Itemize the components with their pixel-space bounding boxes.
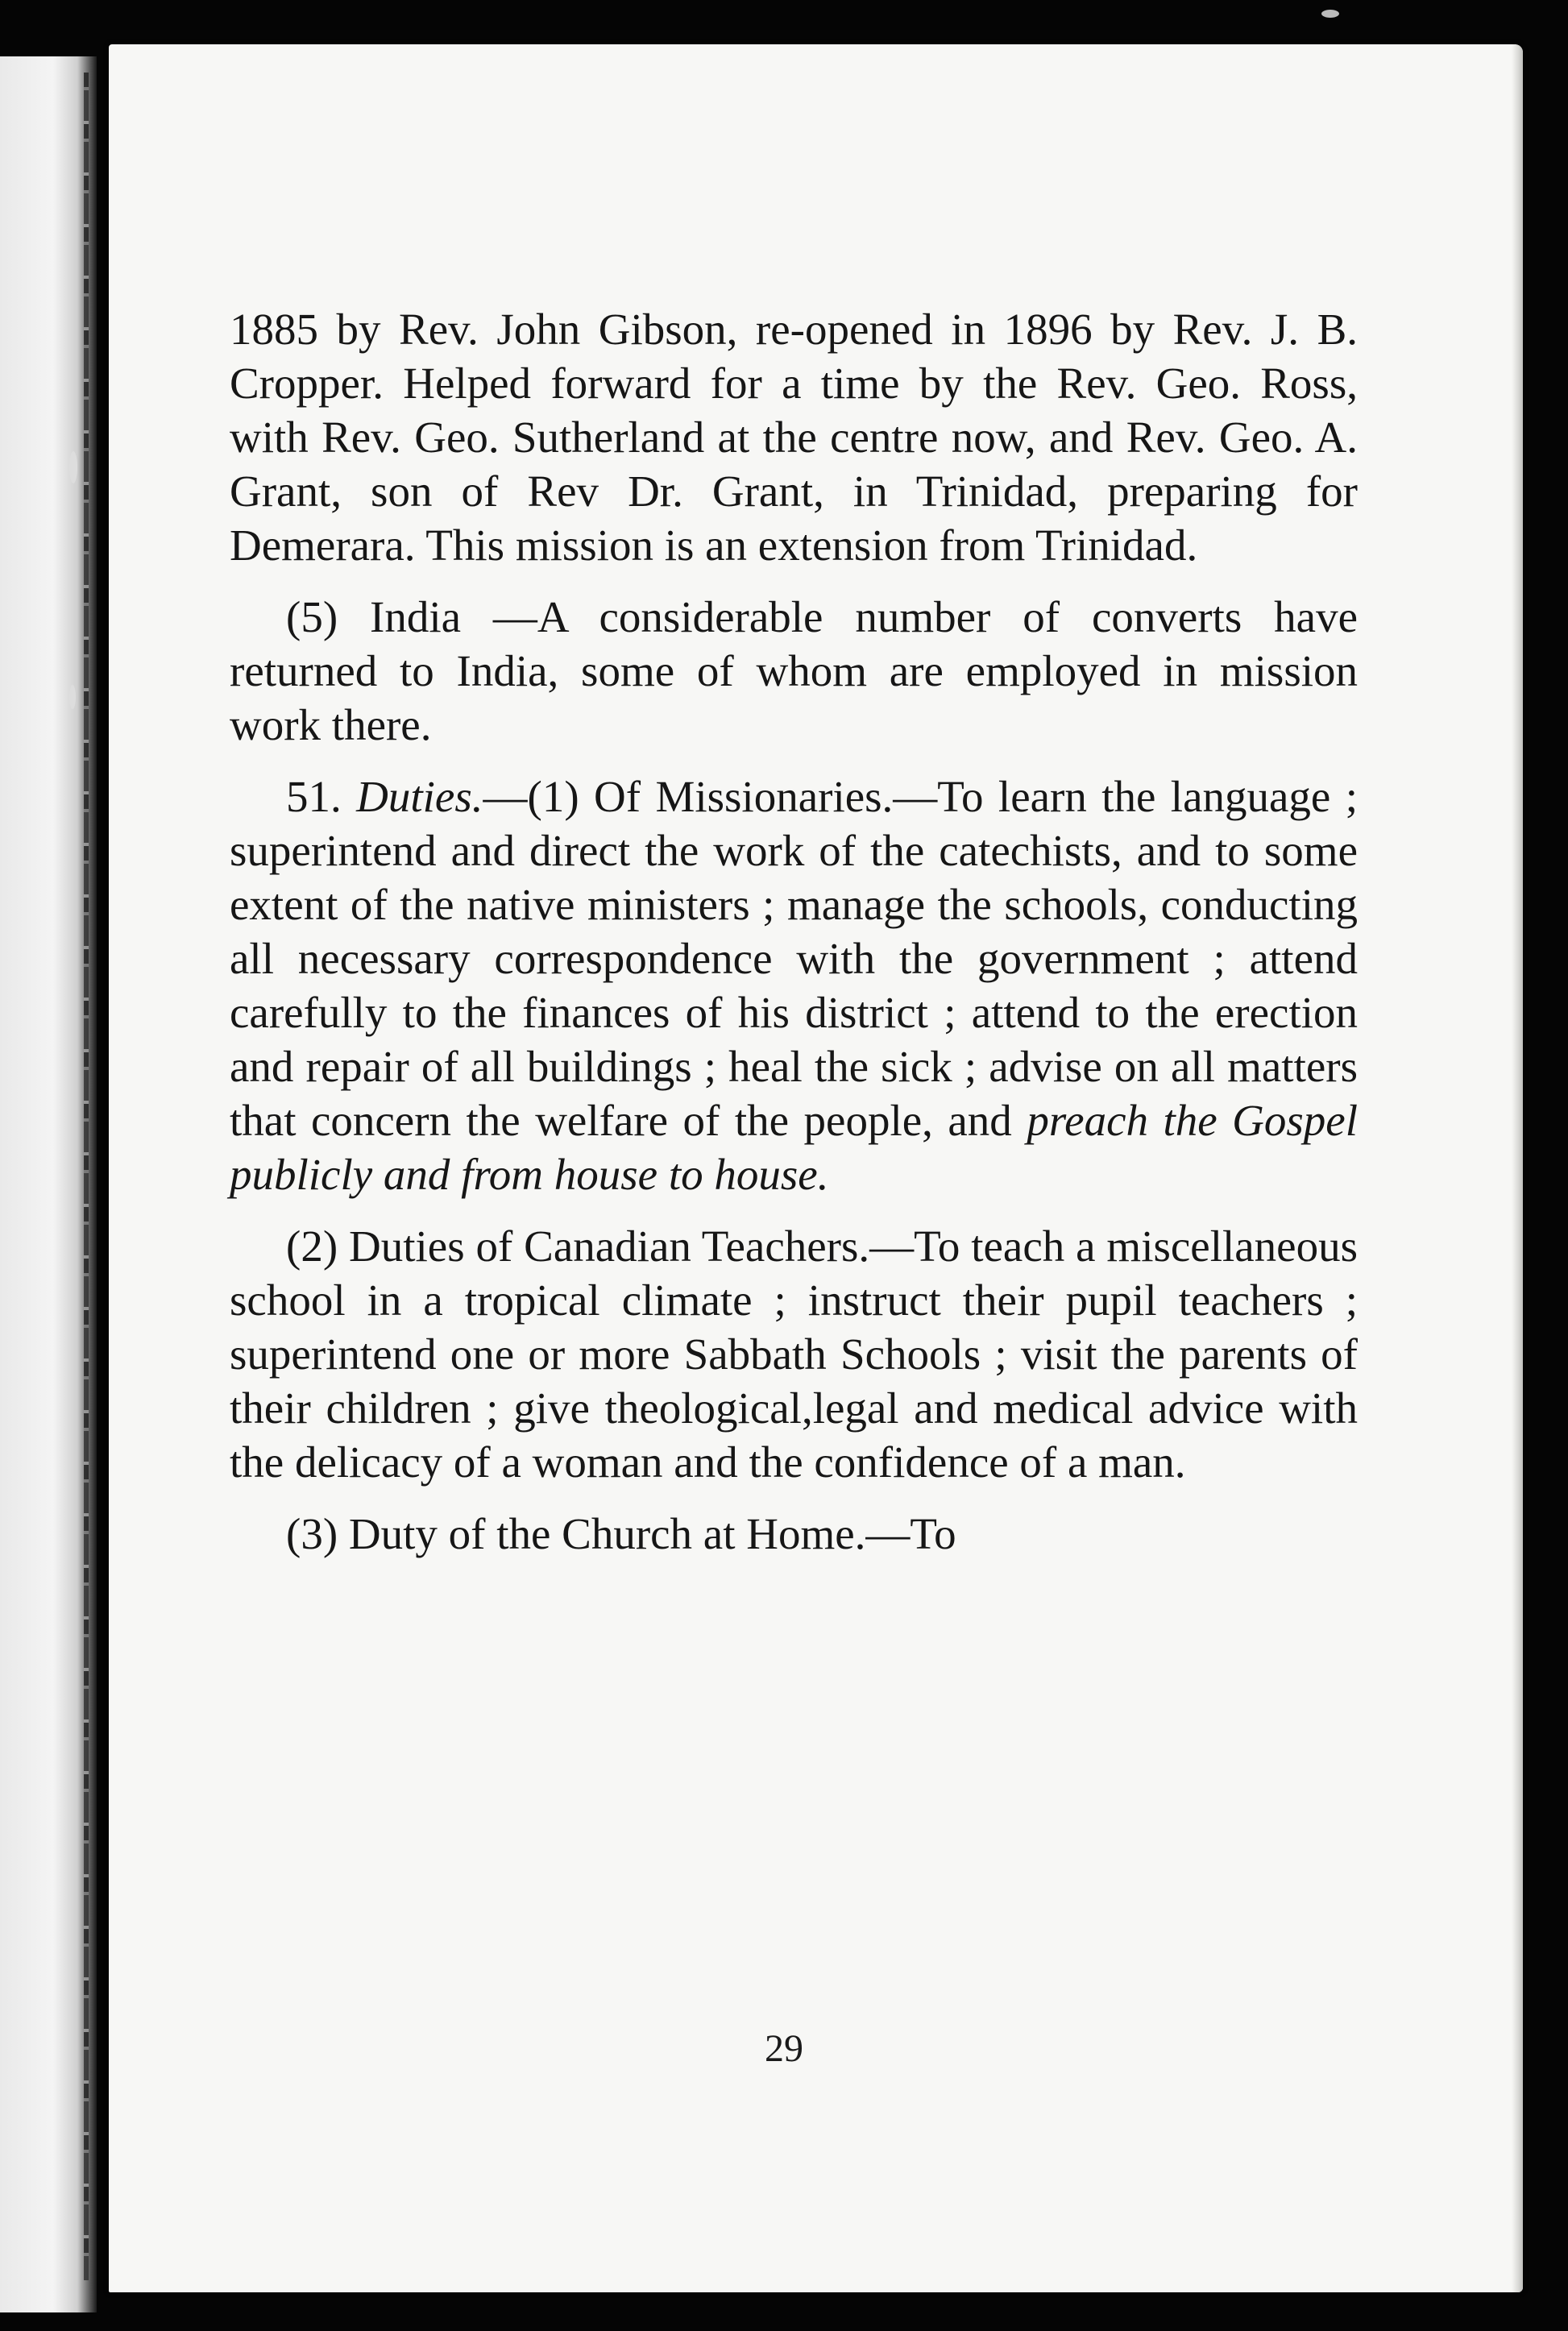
page-number: 29 — [765, 2027, 803, 2070]
duties-body: —(1) Of Missionaries.—To learn the language ; superintend and direct the work of the catechists, and to some extent of the native ministers ; manage the schools, conducting all necessary correspondence with the government ; attend carefully to the finances of his district ; attend to the erection and repair of all buildings ; heal the sick ; advise on all matters that concern the welfare of the people, and — [230, 772, 1358, 1145]
page-edge-shadow — [1512, 44, 1523, 2292]
paragraph-india: (5) India —A considerable number of converts have returned to India, some of whom are employed in mission work there. — [230, 592, 1358, 749]
book-gutter — [84, 73, 89, 2280]
paragraph-continuation: 1885 by Rev. John Gibson, re-opened in 1896 by Rev. J. B. Cropper. Helped forward for a time by the Rev. Geo. Ross, with Rev. Geo. Sutherland at the centre now, and Rev. Geo. A. Grant, son of Rev Dr. Grant, in Trinidad, preparing for Demerara. This mission is an extension from Trinidad. — [230, 305, 1358, 570]
scan-speck — [69, 685, 76, 709]
page-text — [230, 302, 1358, 1578]
paragraph-duties-teachers: (2) Duties of Canadian Teachers.—To teach a miscellaneous school in a tropical climate ; instruct their pupil teachers ; superintend one or more Sabbath Schools ; visit the parents of their children ; give theological,legal and medical advice with the delicacy of a woman and the confidence of a man. — [230, 1221, 1358, 1487]
paragraph-duties-missionaries — [230, 769, 1358, 1201]
scan-speck — [1321, 10, 1339, 18]
section-heading: Duties. — [356, 772, 483, 821]
duties-italic-tail: preach the Gospel publicly and from house to house. — [230, 1096, 1358, 1199]
paragraph-duty-church: (3) Duty of the Church at Home.—To — [286, 1509, 956, 1558]
scan-speck — [69, 451, 77, 483]
section-number: 51. — [286, 772, 342, 821]
facing-page-edge — [0, 56, 97, 2312]
